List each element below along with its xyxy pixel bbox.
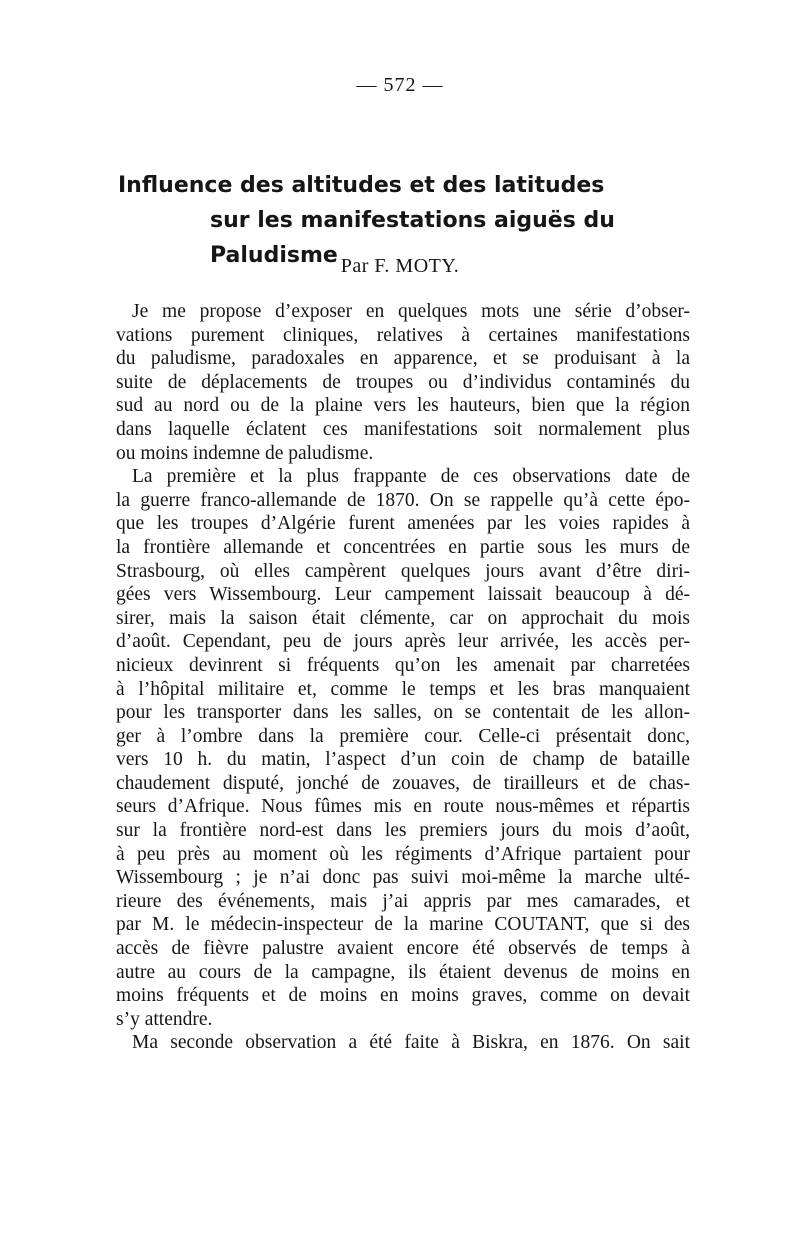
text-line: Wissembourg ; je n’ai donc pas suivi moi-même la marche ulté-	[116, 867, 690, 889]
text-line: vers 10 h. du matin, l’aspect d’un coin de champ de bataille	[116, 749, 690, 771]
text-line: dans laquelle éclatent ces manifestations soit normalement plus	[116, 418, 690, 440]
text-line: sud au nord ou de la plaine vers les hauteurs, bien que la région	[116, 395, 690, 417]
text-line: que les troupes d’Algérie furent amenées par les voies rapides à	[116, 513, 690, 535]
text-line: accès de fièvre palustre avaient encore été observés de temps à	[116, 938, 690, 960]
text-line: Je me propose d’exposer en quelques mots une série d’obser-	[132, 301, 690, 322]
article-title-line-1: Influence des altitudes et des latitudes	[118, 173, 605, 198]
text-line: à l’hôpital militaire et, comme le temps et les bras manquaient	[116, 678, 690, 700]
author-byline: Par F. MOTY.	[340, 255, 460, 277]
text-line: d’août. Cependant, peu de jours après leur arrivée, les accès per-	[116, 631, 690, 653]
text-line: suite de déplacements de troupes ou d’individus contaminés du	[116, 371, 690, 393]
text-line: la guerre franco-allemande de 1870. On se rappelle qu’à cette épo-	[116, 489, 690, 511]
text-line: du paludisme, paradoxales en apparence, et se produisant à la	[116, 348, 690, 370]
text-line: moins fréquents et de moins en moins graves, comme on devait	[116, 985, 690, 1007]
text-line: autre au cours de la campagne, ils étaient devenus de moins en	[116, 961, 690, 983]
text-line: rieure des événements, mais j’ai appris par mes camarades, et	[116, 890, 690, 912]
text-line: La première et la plus frappante de ces observations date de	[132, 466, 690, 488]
text-line: ou moins indemne de paludisme.	[116, 442, 374, 464]
page-number: — 572 —	[356, 74, 444, 96]
text-line: ger à l’ombre dans la première cour. Celle-ci présentait donc,	[116, 725, 690, 747]
text-line: nicieux devinrent si fréquents qu’on les amenait par charretées	[116, 654, 690, 676]
text-line: Ma seconde observation a été faite à Biskra, en 1876. On sait	[132, 1032, 690, 1054]
text-line: à peu près au moment où les régiments d’Afrique partaient pour	[116, 843, 690, 865]
text-line: sirer, mais la saison était clémente, car on approchait du mois	[116, 607, 690, 629]
text-line: vations purement cliniques, relatives à certaines manifestations	[116, 324, 690, 346]
text-line: sur la frontière nord-est dans les premiers jours du mois d’août,	[116, 820, 690, 842]
text-line: seurs d’Afrique. Nous fûmes mis en route nous-mêmes et répartis	[116, 796, 690, 818]
text-line: gées vers Wissembourg. Leur campement laissait beaucoup à dé-	[116, 584, 690, 606]
text-line: pour les transporter dans les salles, on se contentait de les allon-	[116, 702, 690, 724]
text-line: chaudement disputé, jonché de zouaves, de tirailleurs et de chas-	[116, 772, 690, 794]
text-line: s’y attendre.	[116, 1008, 213, 1030]
article-title-line-2: sur les manifestations aiguës du Paludisme	[210, 208, 615, 268]
body-text	[116, 300, 690, 1055]
text-line: par M. le médecin-inspecteur de la marine COUTANT, que si des	[116, 914, 690, 936]
text-line: la frontière allemande et concentrées en partie sous les murs de	[116, 536, 690, 558]
text-line: Strasbourg, où elles campèrent quelques jours avant d’être diri-	[116, 560, 690, 582]
